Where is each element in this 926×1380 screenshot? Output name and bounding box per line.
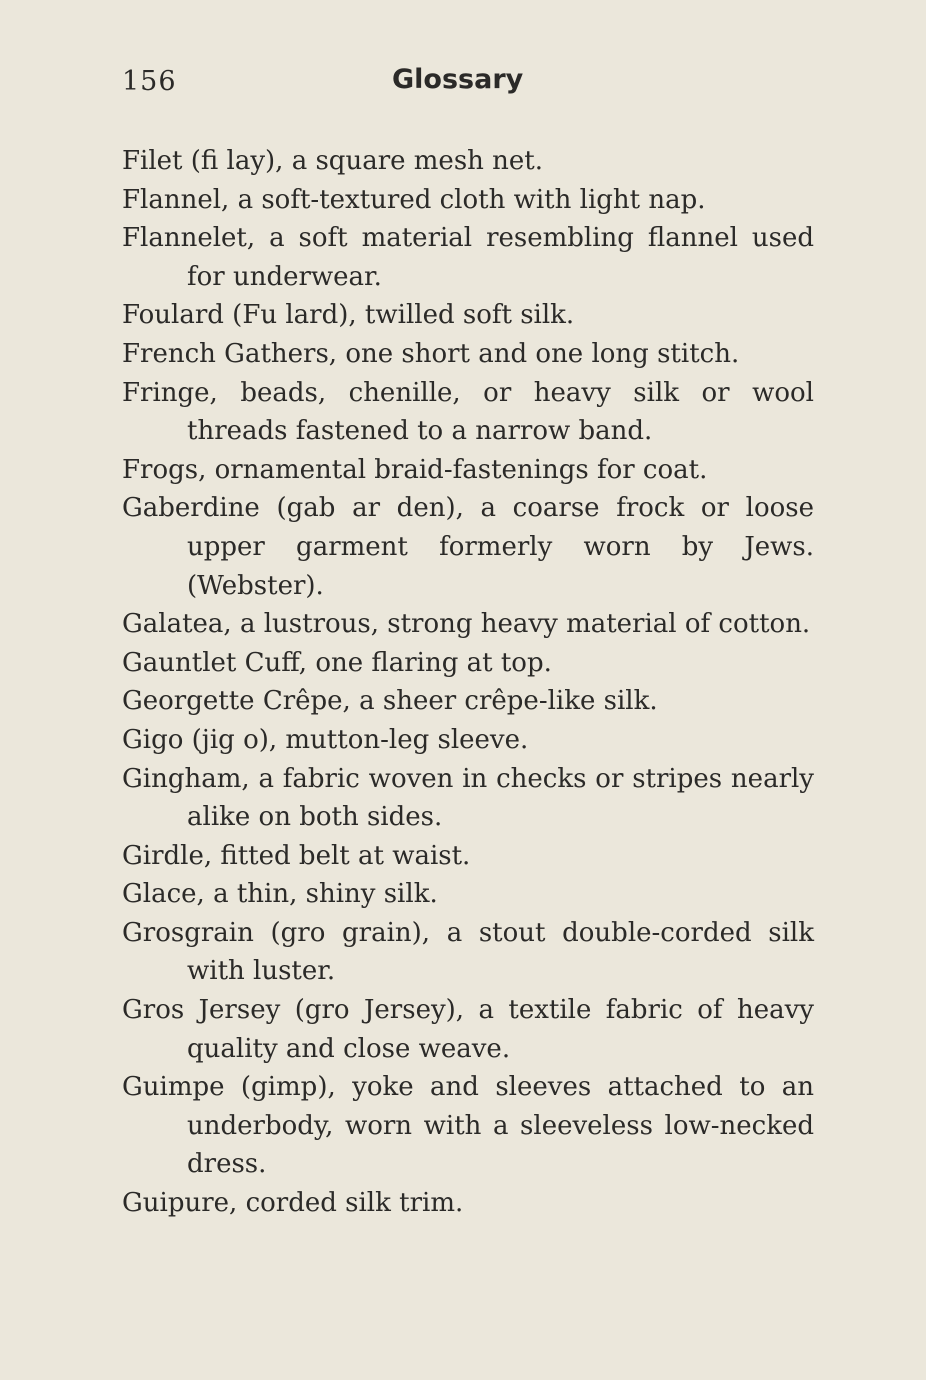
glossary-entry: Filet (fi lay), a square mesh net. [122,146,544,176]
glossary-entry: Foulard (Fu lard), twilled soft silk. [122,300,575,331]
glossary-entry: Gauntlet Cuff, one flaring at top. [122,647,552,678]
glossary-entry: Flannel, a soft-textured cloth with light nap. [122,184,706,215]
glossary-entry: Gros Jersey (gro Jersey), a textile fabric of heavy quality and close weave. [122,995,814,1064]
page-number: 156 [122,66,177,97]
page-header [122,66,822,106]
glossary-entry: Guimpe (gimp), yoke and sleeves attached to an underbody, worn with a sleeveless low-necked dress. [122,1072,814,1180]
glossary-list [122,142,814,1223]
glossary-entry: Georgette Crêpe, a sheer crêpe-like silk. [122,686,658,717]
glossary-entry: Gaberdine (gab ar den), a coarse frock or loose upper garment formerly worn by Jews. (Webster). [122,493,814,601]
glossary-entry: Glace, a thin, shiny silk. [122,879,438,910]
glossary-entry: Gigo (jig o), mutton-leg sleeve. [122,724,529,755]
running-head-title: Glossary [392,64,524,95]
glossary-entry: Fringe, beads, chenille, or heavy silk or wool threads fastened to a narrow band. [122,377,814,447]
glossary-entry: Frogs, ornamental braid-fastenings for coat. [122,454,708,485]
glossary-entry: Gingham, a fabric woven in checks or stripes nearly alike on both sides. [122,763,814,833]
glossary-entry: Girdle, fitted belt at waist. [122,840,471,871]
glossary-entry: Flannelet, a soft material resembling flannel used for underwear. [122,223,814,292]
glossary-entry: Guipure, corded silk trim. [122,1188,464,1219]
glossary-entry: Grosgrain (gro grain), a stout double-corded silk with luster. [122,917,814,987]
glossary-entry: French Gathers, one short and one long stitch. [122,338,740,369]
glossary-entry: Galatea, a lustrous, strong heavy material of cotton. [122,609,811,640]
